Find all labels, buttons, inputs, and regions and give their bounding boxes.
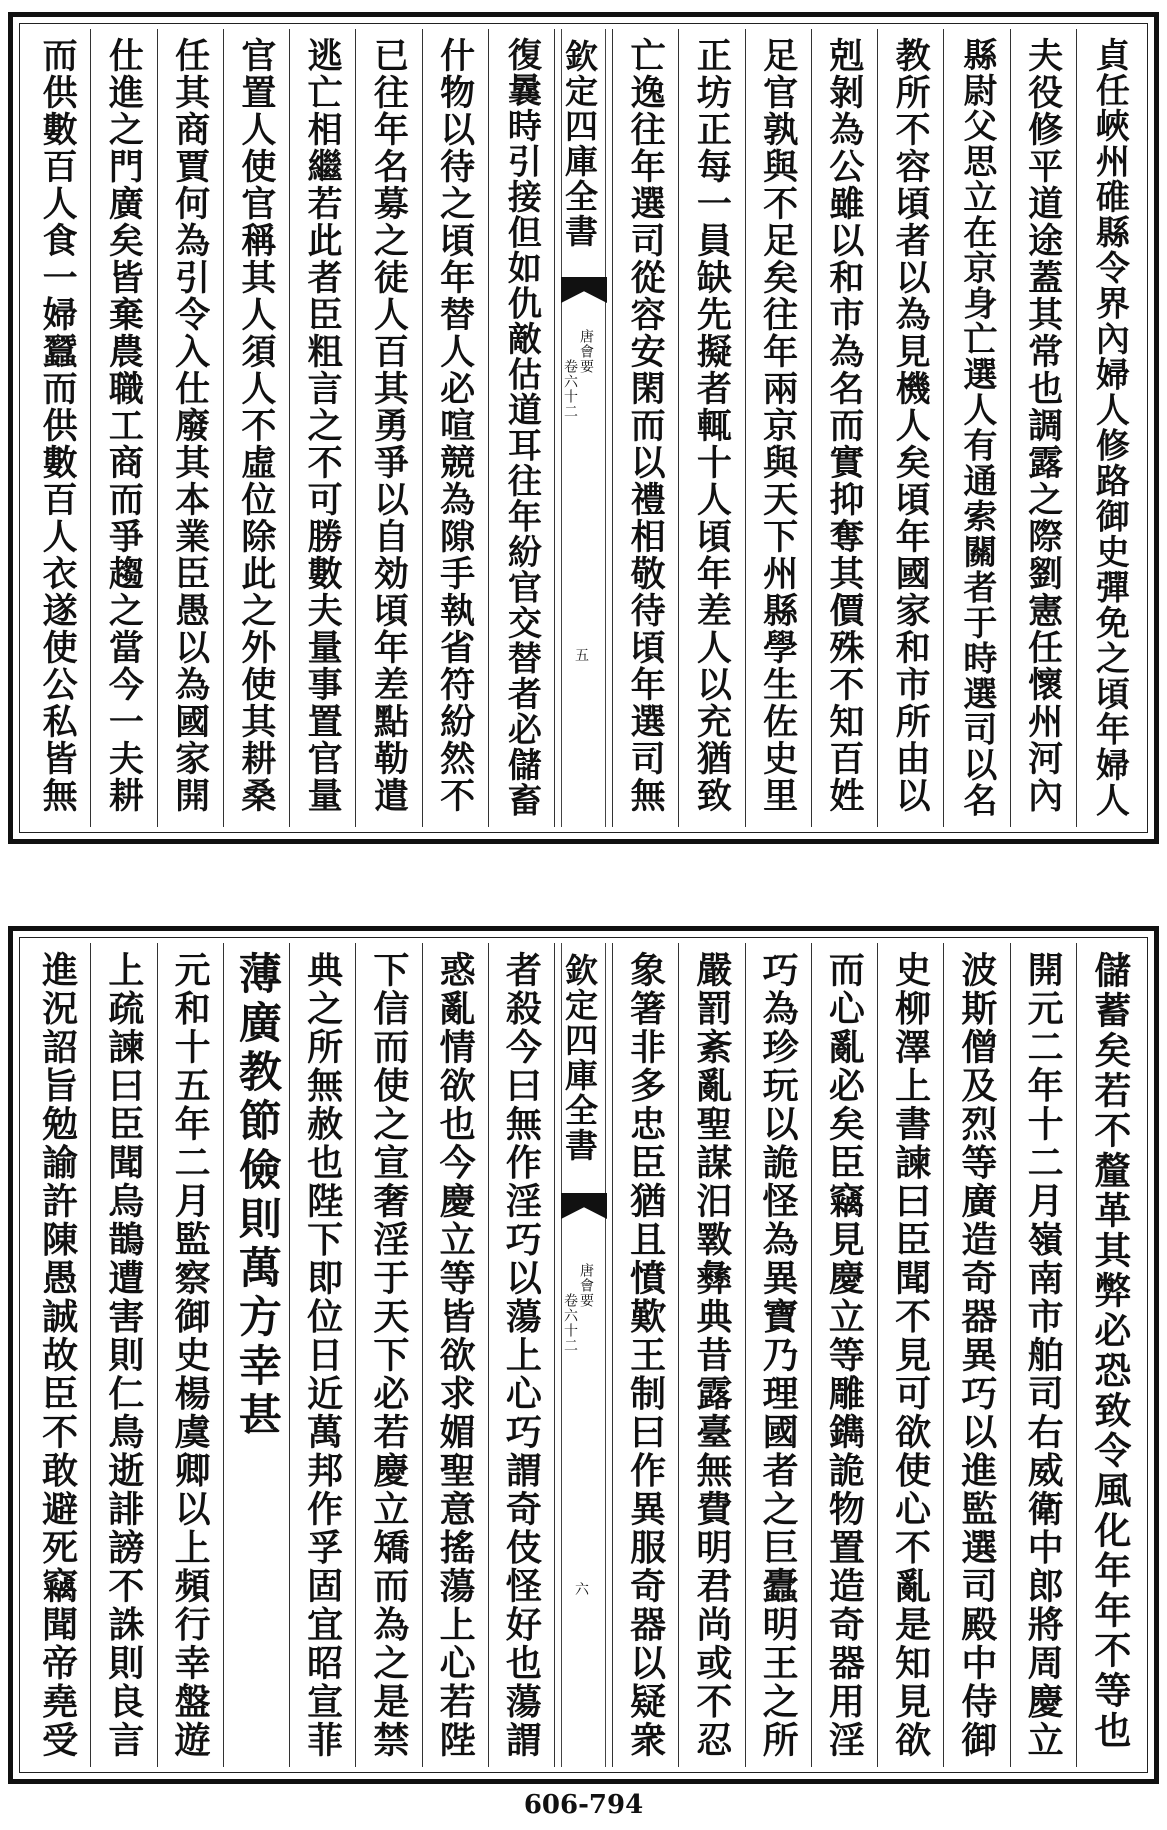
text-column: 儲蓄矣若不釐革其弊必恐致令風化年年不等也 (1076, 943, 1142, 1767)
text-column: 什物以待之頃年替人必喧競為隙手執省符紛然不 (422, 29, 488, 827)
text-column: 教所不容頃者以為見機人矣頃年國家和市所由以 (877, 29, 943, 827)
text-column: 剋剝為公雖以和市為名而實抑奪其價殊不知百姓 (811, 29, 877, 827)
center-book-name: 唐會要 (578, 1263, 594, 1308)
center-volume: 卷六十二 (562, 359, 578, 419)
text-column: 惑亂情欲也今慶立等皆欲求媚聖意搖蕩上心若陛 (422, 943, 488, 1767)
center-fold-column (554, 29, 612, 827)
center-fold-column (554, 943, 612, 1767)
text-column: 元和十五年二月監察御史楊虞卿以上頻行幸盤遊 (157, 943, 223, 1767)
text-column: 巧為珍玩以詭怪為異寶乃理國者之巨蠹明王之所 (745, 943, 811, 1767)
footer-page-number: 606-794 (523, 1790, 644, 1820)
center-title: 欽定四庫全書 (560, 953, 599, 1163)
center-title: 欽定四庫全書 (560, 39, 599, 249)
text-column: 已往年名募之徒人百其勇爭以自効頃年差點勒遣 (355, 29, 421, 827)
center-book-name: 唐會要 (578, 329, 594, 374)
text-column: 史柳澤上書諫曰臣聞不見可欲使心不亂是知見欲 (877, 943, 943, 1767)
bottom-page (8, 926, 1159, 1784)
text-column: 薄廣教節儉則萬方幸甚 (223, 943, 289, 1767)
center-page-number: 五 (575, 648, 589, 664)
text-column: 官置人使官稱其人須人不虛位除此之外使其耕桑 (223, 29, 289, 827)
text-column: 逃亡相繼若此者臣粗言之不可勝數夫量事置官量 (289, 29, 355, 827)
text-column: 亡逸往年選司從容安閑而以禮相敬待頃年選司無 (612, 29, 678, 827)
text-column: 任其商賈何為引令入仕廢其本業臣愚以為國家開 (157, 29, 223, 827)
text-column: 而供數百人食一婦蠶而供數百人衣遂使公私皆無 (37, 37, 79, 814)
text-column: 開元二年十二月嶺南市舶司右威衛中郎將周慶立 (1010, 943, 1076, 1767)
text-column: 嚴罰紊亂聖謀汨斁彝典昔露臺無費明君尚或不忍 (678, 943, 744, 1767)
center-page-number: 六 (575, 1582, 589, 1598)
text-column: 下信而使之宣奢淫于天下必若慶立矯而為之是禁 (355, 943, 421, 1767)
text-column: 進況詔旨勉諭許陳愚誠故臣不敢避死竊聞帝堯受 (36, 951, 79, 1760)
bottom-columns (25, 943, 1142, 1767)
text-column: 夫役修平道途蓋其常也調露之際劉憲任懷州河內 (1010, 29, 1076, 827)
top-page (8, 12, 1159, 844)
text-column: 縣尉父思立在京身亡選人有通索關者于時選司以名 (943, 29, 1009, 827)
center-volume: 卷六十二 (562, 1293, 578, 1353)
text-column: 足官孰與不足矣往年兩京與天下州縣學生佐史里 (745, 29, 811, 827)
text-column: 而心亂必矣臣竊見慶立等雕鐫詭物置造奇器用淫 (811, 943, 877, 1767)
top-columns (25, 29, 1142, 827)
text-column: 貞任峽州碓縣令界內婦人修路御史彈免之頃年婦人 (1076, 29, 1142, 827)
text-column: 者殺今曰無作淫巧以蕩上心巧謂奇伎怪好也蕩謂 (488, 943, 554, 1767)
text-column: 復曩時引接但如仇敵估道耳往年紛官交替者必儲畜 (488, 29, 554, 827)
text-column: 仕進之門廣矣皆棄農職工商而爭趨之當今一夫耕 (90, 29, 156, 827)
text-column: 上疏諫曰臣聞烏鵲遭害則仁鳥逝誹謗不誅則良言 (90, 943, 156, 1767)
text-column: 波斯僧及烈等廣造奇器異巧以進監選司殿中侍御 (943, 943, 1009, 1767)
text-column: 典之所無赦也陛下即位日近萬邦作孚固宜昭宣菲 (289, 943, 355, 1767)
text-column: 象箸非多忠臣猶且憤歎王制曰作異服奇器以疑衆 (612, 943, 678, 1767)
text-column: 正坊正每一員缺先擬者輒十人頃年差人以充猶致 (678, 29, 744, 827)
